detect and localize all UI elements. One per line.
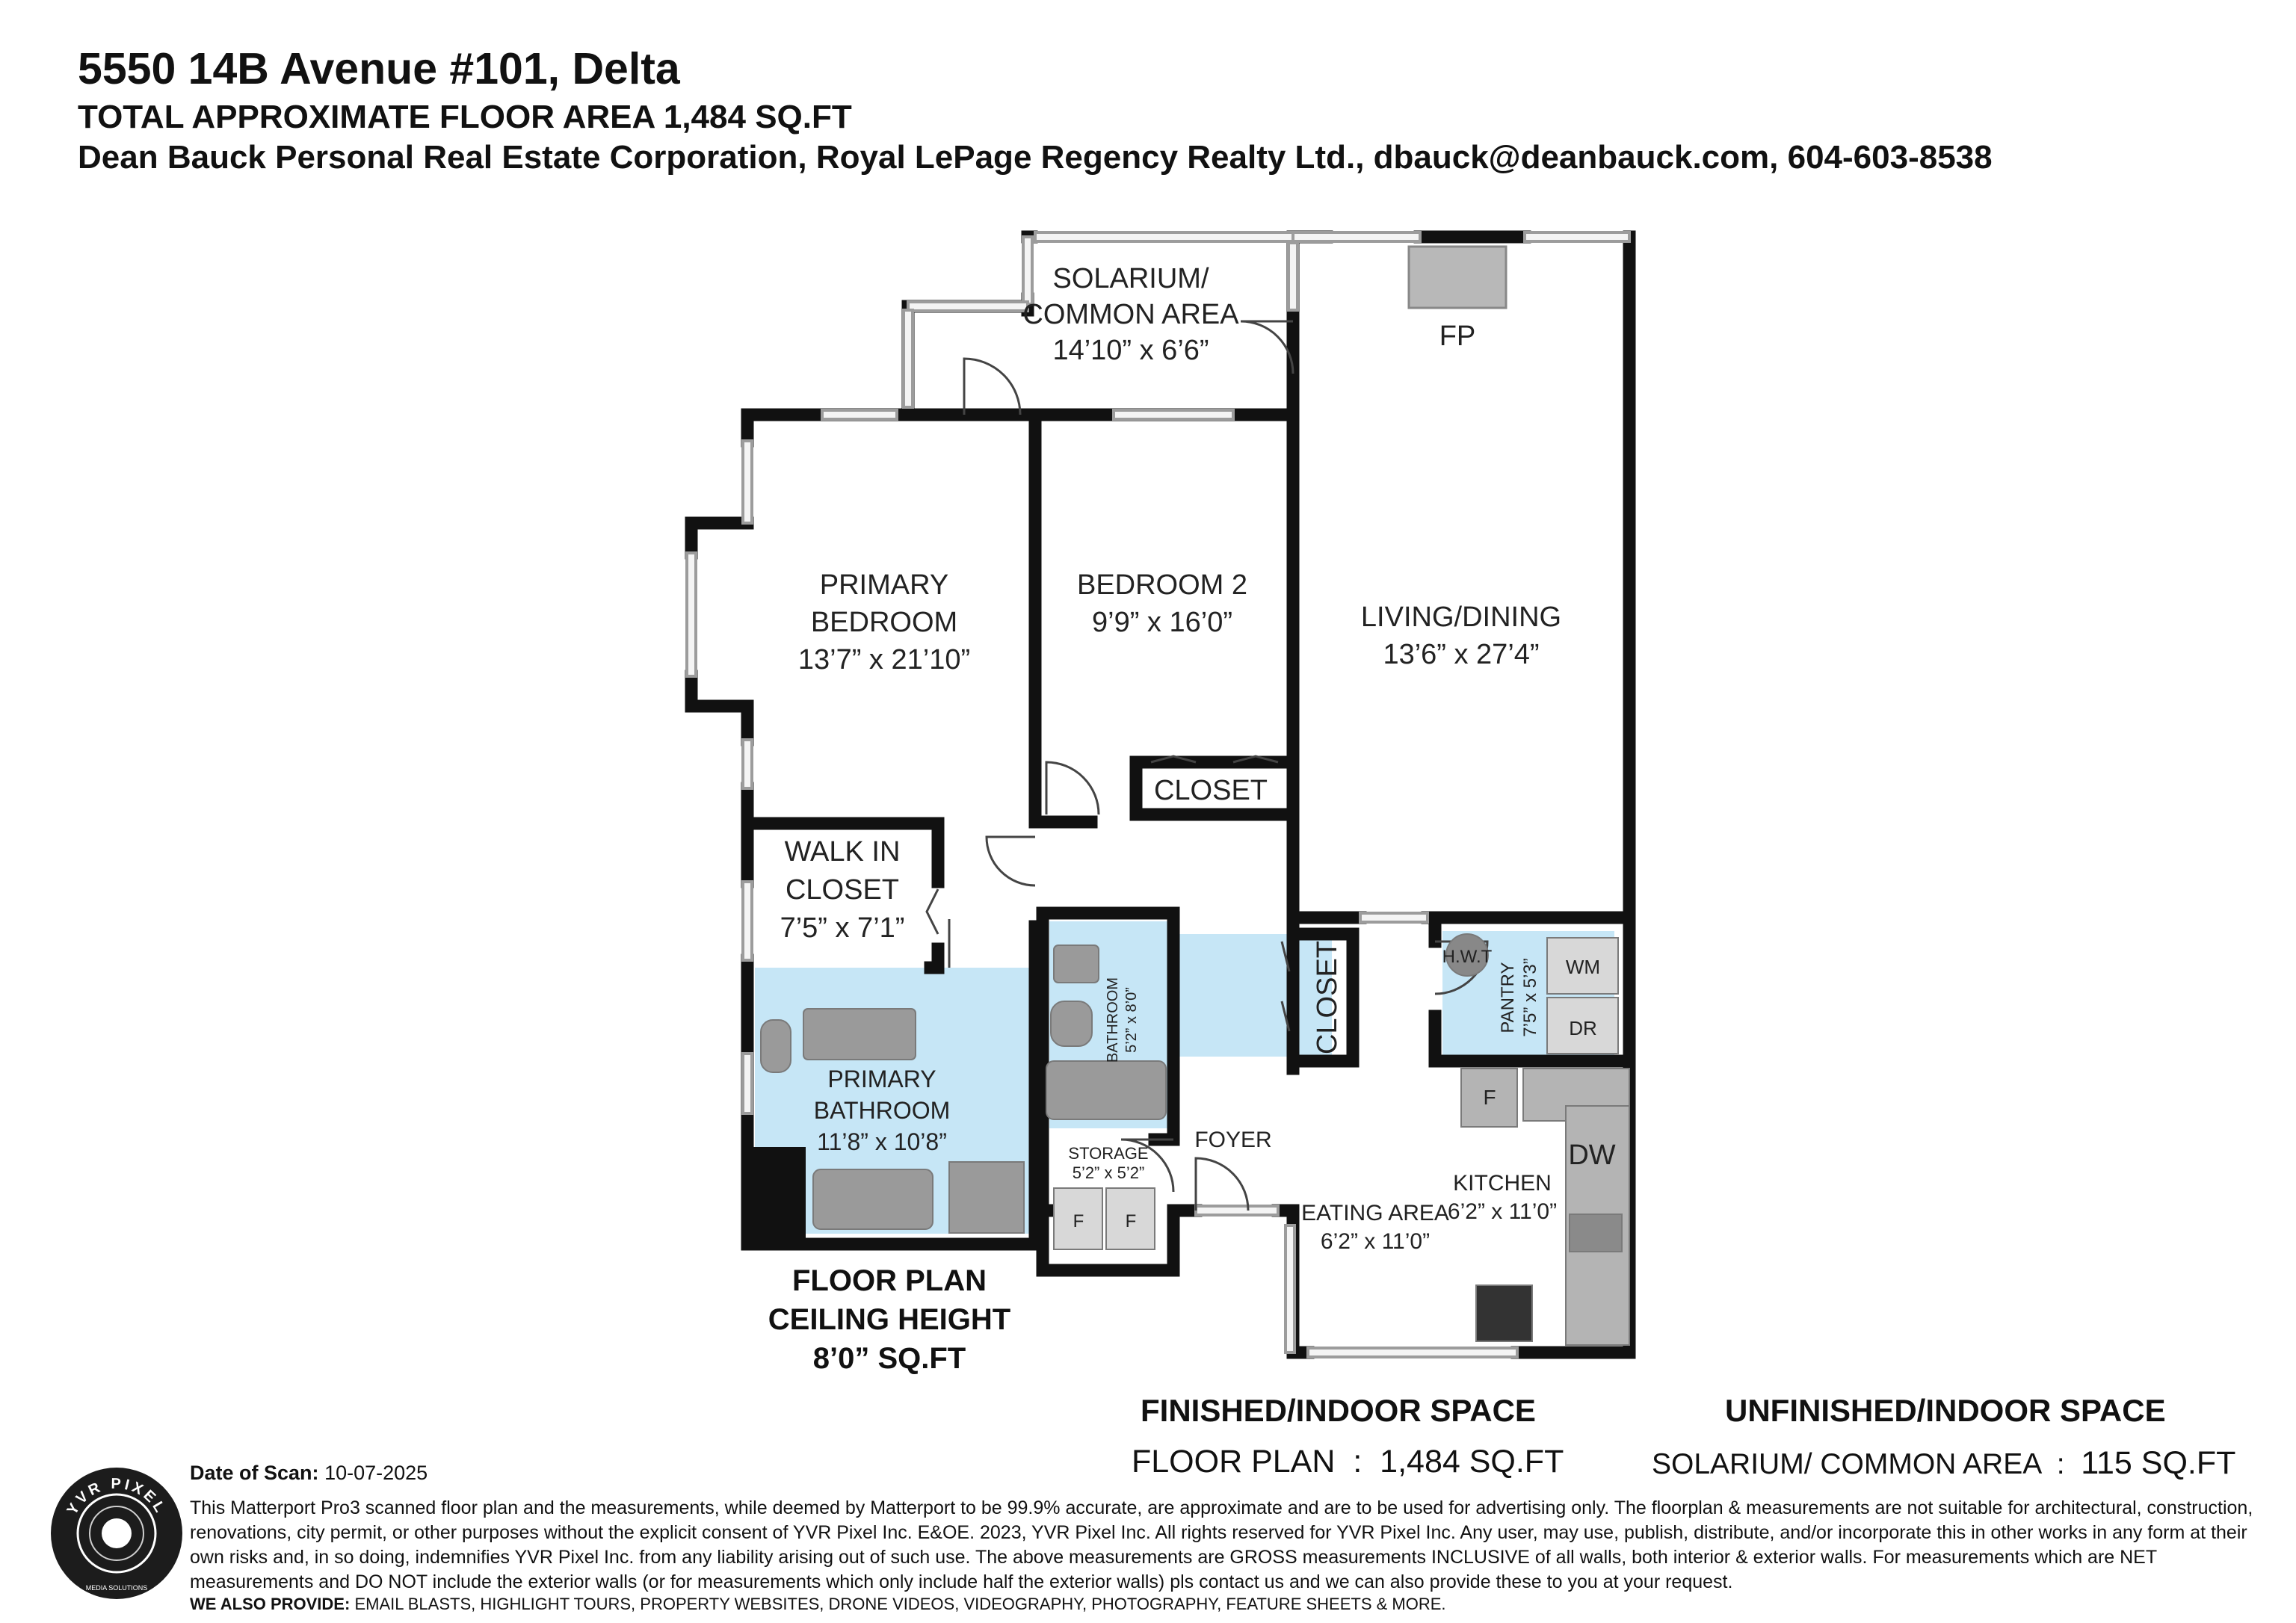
storage-f2-label: F bbox=[1125, 1211, 1137, 1231]
walkin-label-2: CLOSET bbox=[785, 874, 900, 906]
living-solarium-door[interactable] bbox=[1241, 321, 1293, 374]
storage-label: STORAGE bbox=[1068, 1144, 1149, 1163]
bathroom-tub-icon bbox=[1046, 1061, 1166, 1119]
unfinished-sep: : bbox=[2056, 1448, 2065, 1480]
front-door[interactable] bbox=[1196, 1158, 1248, 1211]
ceiling-line-2: CEILING HEIGHT bbox=[768, 1303, 1011, 1336]
logo-text: YVR PIXEL bbox=[64, 1475, 170, 1518]
eating-dims: 6’2” x 11’0” bbox=[1320, 1229, 1431, 1254]
primary-window-1 bbox=[743, 441, 752, 523]
sink-icon bbox=[1570, 1214, 1622, 1252]
pantry-dims: 7’5” x 5’3” bbox=[1520, 958, 1540, 1037]
solarium-window-3 bbox=[908, 302, 1028, 311]
dryer-label: DR bbox=[1569, 1017, 1597, 1039]
fireplace-label: FP bbox=[1439, 321, 1476, 352]
unfinished-value: 115 SQ.FT bbox=[2081, 1445, 2236, 1481]
dishwasher-label: DW bbox=[1568, 1140, 1616, 1171]
solarium-window-5 bbox=[1289, 243, 1297, 310]
eating-window-south bbox=[1308, 1348, 1517, 1357]
eating-window bbox=[1286, 1225, 1294, 1352]
bedroom2-door[interactable] bbox=[1046, 762, 1099, 814]
fridge-label: F bbox=[1483, 1086, 1496, 1109]
bathroom-toilet-icon bbox=[1051, 1001, 1092, 1046]
pantry-label: PANTRY bbox=[1498, 962, 1518, 1033]
solarium-door[interactable] bbox=[964, 359, 1020, 415]
primary-bath-dims: 11’8” x 10’8” bbox=[817, 1128, 947, 1155]
primary-bedroom-dims: 13’7” x 21’10” bbox=[797, 644, 971, 676]
total-floor-area: TOTAL APPROXIMATE FLOOR AREA 1,484 SQ.FT bbox=[78, 99, 852, 135]
scan-date bbox=[190, 1462, 428, 1485]
living-window-2 bbox=[1525, 232, 1629, 241]
washer-label: WM bbox=[1565, 956, 1601, 978]
storage-dims: 5’2” x 5’2” bbox=[1072, 1163, 1145, 1182]
solarium-label: SOLARIUM/ bbox=[1052, 263, 1209, 294]
primary-bedroom-label-2: BEDROOM bbox=[810, 607, 958, 638]
bedroom-window-top bbox=[822, 410, 897, 419]
bedroom2-window bbox=[1114, 410, 1233, 419]
kitchen-opening bbox=[1360, 913, 1428, 922]
living-window-1 bbox=[1293, 232, 1420, 241]
services-label: WE ALSO PROVIDE: bbox=[190, 1595, 351, 1613]
services-line bbox=[190, 1595, 1446, 1614]
walkin-closet-door[interactable] bbox=[927, 889, 938, 934]
finished-heading: FINISHED/INDOOR SPACE bbox=[1141, 1393, 1536, 1428]
ceiling-line-1: FLOOR PLAN bbox=[792, 1264, 987, 1297]
yvr-pixel-logo bbox=[49, 1466, 184, 1601]
unfinished-heading: UNFINISHED/INDOOR SPACE bbox=[1725, 1393, 2166, 1428]
unfinished-summary bbox=[1652, 1445, 2235, 1482]
shower-icon bbox=[949, 1162, 1024, 1233]
solarium-window bbox=[1035, 232, 1293, 241]
living-label: LIVING/DINING bbox=[1360, 602, 1562, 633]
foyer-entry bbox=[1196, 1206, 1278, 1215]
finished-sep: : bbox=[1353, 1444, 1363, 1480]
primary-bedroom-label: PRIMARY bbox=[819, 569, 949, 601]
foyer-label: FOYER bbox=[1194, 1128, 1272, 1152]
bathtub-icon bbox=[813, 1169, 933, 1229]
ceiling-line-3: 8’0” SQ.FT bbox=[812, 1342, 966, 1375]
bathroom-label: BATHROOM bbox=[1105, 977, 1121, 1063]
kitchen-label: KITCHEN bbox=[1453, 1171, 1552, 1196]
walkin-dims: 7’5” x 7’1” bbox=[780, 912, 905, 944]
bathroom-sink-icon bbox=[1054, 945, 1099, 983]
toilet-icon bbox=[761, 1020, 791, 1072]
scan-date-value: 10-07-2025 bbox=[324, 1462, 428, 1484]
fireplace-icon bbox=[1409, 247, 1506, 308]
bedroom2-dims: 9’9” x 16’0” bbox=[1092, 607, 1232, 638]
storage-f1-label: F bbox=[1073, 1211, 1084, 1231]
agent-contact: Dean Bauck Personal Real Estate Corporation, Royal LePage Regency Realty Ltd., dbauck@deanbauck.com, 604-603-8538 bbox=[78, 139, 1993, 176]
solarium-label-2: COMMON AREA bbox=[1022, 299, 1239, 330]
solarium-window-2 bbox=[1023, 237, 1032, 304]
listing-address: 5550 14B Avenue #101, Delta bbox=[78, 44, 680, 93]
finished-value: 1,484 SQ.FT bbox=[1380, 1444, 1564, 1480]
stove-icon bbox=[1476, 1285, 1532, 1341]
finished-label: FLOOR PLAN bbox=[1132, 1444, 1336, 1480]
kitchen-dims: 6’2” x 11’0” bbox=[1447, 1199, 1558, 1224]
primary-bedroom-door[interactable] bbox=[987, 837, 1035, 885]
primary-bath-label-2: BATHROOM bbox=[813, 1097, 951, 1124]
primary-window-2 bbox=[743, 740, 752, 788]
closet-bed2-label: CLOSET bbox=[1153, 775, 1268, 806]
walkin-label: WALK IN bbox=[784, 836, 901, 868]
ceiling-height-block bbox=[732, 1261, 1046, 1378]
disclaimer-text: This Matterport Pro3 scanned floor plan and the measurements, while deemed by Matterport to be 99.9% accurate, are approximate and are to be used for advertising only. The floorplan & measurements are not suitable for architectural, construction, renovations, city permit, or other purposes without the explicit consent of YVR Pixel Inc. E&OE. 2023, YVR Pixel Inc. All rights reserved for YVR Pixel Inc. Any user, may use, publish, distribute, and/or incorporate this in other works in any form at their own risks and, in so doing, indemnifies YVR Pixel Inc. from any liability arising out of such use. The above measurements are GROSS measurements INCLUSIVE of all walls, both interior & exterior walls. For measurements which are NET measurements and DO NOT include the exterior walls (or for measurements which only include half the exterior walls) pls contact us and we can also provide these to you at your request. bbox=[190, 1497, 2253, 1592]
unfinished-label: SOLARIUM/ COMMON AREA bbox=[1652, 1448, 2041, 1480]
solarium-dims: 14’10” x 6’6” bbox=[1052, 335, 1209, 366]
solarium-window-4 bbox=[904, 310, 913, 407]
structural-column bbox=[742, 1147, 806, 1244]
primary-bath-label: PRIMARY bbox=[827, 1066, 936, 1092]
walkin-window bbox=[743, 882, 752, 960]
eating-label: EATING AREA bbox=[1301, 1201, 1449, 1225]
finished-summary bbox=[1132, 1444, 1564, 1480]
vanity-icon bbox=[803, 1009, 916, 1060]
primary-bay-window bbox=[687, 553, 696, 676]
scan-date-label: Date of Scan: bbox=[190, 1462, 319, 1484]
bathroom-dims: 5’2” x 8’0” bbox=[1123, 987, 1140, 1053]
living-dims: 13’6” x 27’4” bbox=[1383, 639, 1540, 670]
logo-subtext: MEDIA SOLUTIONS bbox=[85, 1584, 148, 1592]
bedroom2-label: BEDROOM 2 bbox=[1076, 569, 1248, 601]
hwt-label: H.W.T bbox=[1442, 947, 1493, 967]
services-text: EMAIL BLASTS, HIGHLIGHT TOURS, PROPERTY WEBSITES, DRONE VIDEOS, VIDEOGRAPHY, PHOTOGRAPHY, FEATURE SHEETS & MORE. bbox=[354, 1595, 1446, 1613]
primary-bath-window bbox=[743, 1054, 752, 1113]
hall-closet-label: CLOSET bbox=[1312, 940, 1344, 1055]
